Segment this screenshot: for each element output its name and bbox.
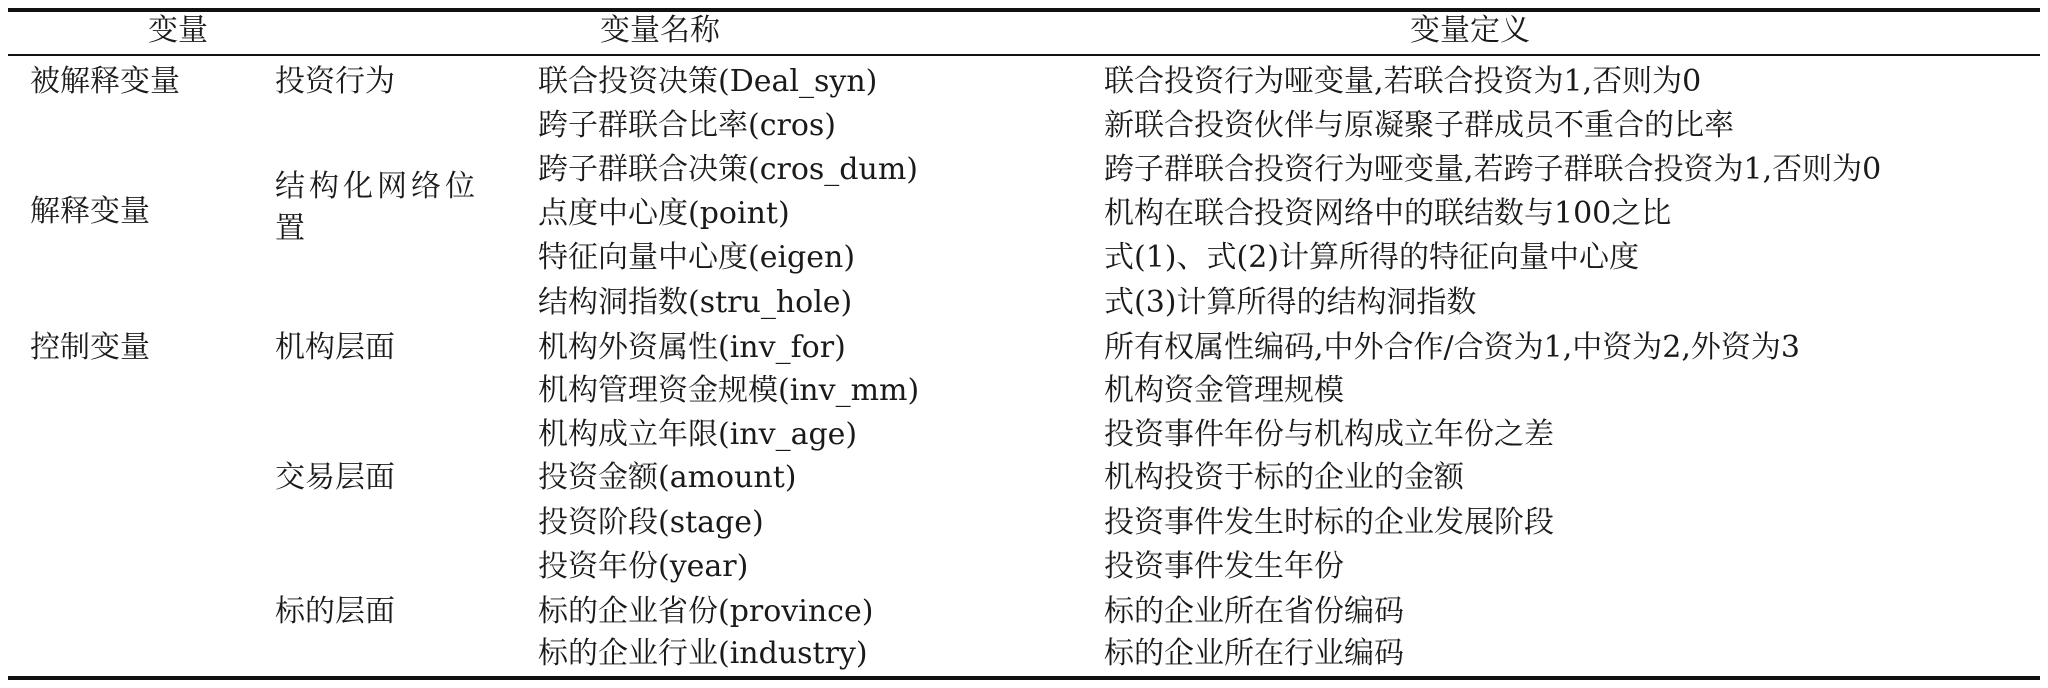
row-name: 标的企业省份(province) xyxy=(538,594,874,629)
row-definition: 机构投资于标的企业的金额 xyxy=(1104,460,1464,495)
row-definition: 机构资金管理规模 xyxy=(1104,373,1344,408)
row-definition: 式(1)、式(2)计算所得的特征向量中心度 xyxy=(1104,240,1639,275)
row-definition: 标的企业所在行业编码 xyxy=(1104,636,1404,671)
row-definition: 投资事件发生时标的企业发展阶段 xyxy=(1104,505,1554,540)
row-name: 机构外资属性(inv_for) xyxy=(538,330,846,365)
row-name: 点度中心度(point) xyxy=(538,196,790,231)
group-control: 控制变量 xyxy=(30,330,150,365)
header-variable: 变量 xyxy=(148,13,208,48)
row-definition: 投资事件发生年份 xyxy=(1104,549,1344,584)
subgroup-network-position: 结构化网络位置 xyxy=(275,169,479,246)
row-name: 跨子群联合决策(cros_dum) xyxy=(538,152,918,187)
row-name: 结构洞指数(stru_hole) xyxy=(538,285,853,320)
row-definition: 联合投资行为哑变量,若联合投资为1,否则为0 xyxy=(1104,64,1702,99)
table-header-rule xyxy=(8,54,2040,56)
row-name: 机构管理资金规模(inv_mm) xyxy=(538,373,920,408)
row-name: 跨子群联合比率(cros) xyxy=(538,108,837,143)
subgroup-target-level: 标的层面 xyxy=(275,594,395,629)
row-definition: 机构在联合投资网络中的联结数与100之比 xyxy=(1104,196,1672,231)
row-name: 投资金额(amount) xyxy=(538,460,797,495)
row-definition: 投资事件年份与机构成立年份之差 xyxy=(1104,417,1554,452)
row-definition: 跨子群联合投资行为哑变量,若跨子群联合投资为1,否则为0 xyxy=(1104,152,1882,187)
row-name: 标的企业行业(industry) xyxy=(538,636,868,671)
row-definition: 标的企业所在省份编码 xyxy=(1104,594,1404,629)
row-name: 特征向量中心度(eigen) xyxy=(538,240,856,275)
row-definition: 式(3)计算所得的结构洞指数 xyxy=(1104,285,1477,320)
group-explanatory: 解释变量 xyxy=(30,194,150,229)
subgroup-transaction-level: 交易层面 xyxy=(275,460,395,495)
subgroup-investment-behavior: 投资行为 xyxy=(275,64,395,99)
header-variable-definition: 变量定义 xyxy=(1410,13,1530,48)
header-variable-name: 变量名称 xyxy=(600,13,720,48)
row-name: 联合投资决策(Deal_syn) xyxy=(538,64,878,99)
table-bottom-rule xyxy=(8,676,2040,680)
row-definition: 新联合投资伙伴与原凝聚子群成员不重合的比率 xyxy=(1104,108,1734,143)
row-name: 投资阶段(stage) xyxy=(538,505,764,540)
table-top-rule xyxy=(8,8,2040,12)
row-definition: 所有权属性编码,中外合作/合资为1,中资为2,外资为3 xyxy=(1104,330,1800,365)
row-name: 投资年份(year) xyxy=(538,549,749,584)
group-dependent: 被解释变量 xyxy=(30,64,180,99)
subgroup-institution-level: 机构层面 xyxy=(275,330,395,365)
row-name: 机构成立年限(inv_age) xyxy=(538,417,858,452)
